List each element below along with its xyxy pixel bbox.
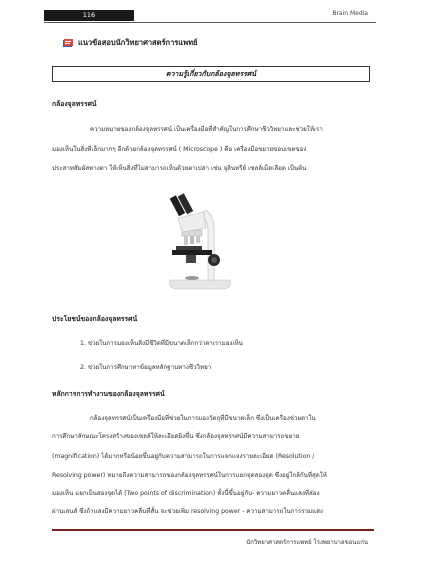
footer-text: นักวิทยาศาสตร์การแพทย์ โรงพยาบาลขอนแก่น xyxy=(246,539,368,546)
section-heading-text: แนวข้อสอบนักวิทยาศาสตร์การแพทย์ xyxy=(78,38,198,47)
paragraph-line: ผ่านเลนส์ ซึ่งถ้าแสงมีความยาวคลื่นที่สั้น จะช่วยเพิ่ม resolving power - ความสามารถในการรวมแสง xyxy=(52,508,323,515)
paragraph-line: มองเห็น แยกเป็นสองจุดได้ (Two points of discrimination) ทั้งนี้ขึ้นอยู่กับ- ความยาวคลื่นแสงที่ส่อง xyxy=(52,490,320,497)
principles-heading: หลักการการทำงานของกล้องจุลทรรศน์ xyxy=(52,390,165,398)
benefit-item: 1. ช่วยในการมองเห็นสิ่งมีชีวิตที่มีขนาดเล็กกว่าตาเรามองเห็น xyxy=(80,340,243,347)
header-divider xyxy=(44,22,376,23)
paragraph-line: การศึกษาลักษณะโครงสร้างของเซลล์ให้ละเอียดยิ่งขึ้น ซึ่งกล้องจุลทรรศน์มีความสามารถขยาย xyxy=(52,433,300,440)
paragraph-line: (magnification) ได้มากหรือน้อยขึ้นอยู่กับความสามารถในการแจกแจงรายละเอียด (Resolution / xyxy=(52,453,315,460)
benefits-heading: ประโยชน์ของกล้องจุลทรรศน์ xyxy=(52,315,138,323)
microscope-heading: กล้องจุลทรรศน์ xyxy=(52,100,97,108)
footer-divider xyxy=(52,529,374,531)
paragraph-line: กล้องจุลทรรศน์เป็นเครื่องมือที่ช่วยในการมองวัตถุที่มีขนาดเล็ก ซึ่งเป็นเครื่องช่วยตาใน xyxy=(90,415,316,422)
paragraph-line: Resolving power) หมายถึงความสามารถของกล้องจุลทรรศน์ในการแยกจุดสองจุด ซึ่งอยู่ใกล้กันที่สุดให้ xyxy=(52,472,327,479)
paragraph-line: ความหมายของกล้องจุลทรรศน์ เป็นเครื่องมือที่สำคัญในการศึกษาชีววิทยาและช่วยให้เรา xyxy=(90,126,323,133)
benefit-item: 2. ช่วยในการศึกษาหาข้อมูลหลักฐานทางชีววิทยา xyxy=(80,364,212,371)
section-heading xyxy=(62,37,197,49)
microscope-image xyxy=(152,188,242,294)
paragraph-line: ประสาทสัมผัสทางตา ให้เห็นสิ่งที่ไม่สามารถเห็นด้วยตาเปล่า เช่น จุลินทรีย์ เซลล์เม็ดเลือด เป็นต้น xyxy=(52,165,307,172)
book-icon xyxy=(62,38,74,49)
page-number: 116 xyxy=(44,10,134,21)
publisher-name: Brain Media xyxy=(332,10,368,17)
topic-title-box xyxy=(52,66,370,82)
paragraph-line: มองเห็นในสิ่งที่เล็กมากๆ อีกด้วยกล้องจุลทรรศน์ ( Microscope ) คือ เครื่องมือขยายขอบเขตของ xyxy=(52,146,307,153)
topic-title: ความรู้เกี่ยวกับกล้องจุลทรรศน์ xyxy=(165,69,257,78)
